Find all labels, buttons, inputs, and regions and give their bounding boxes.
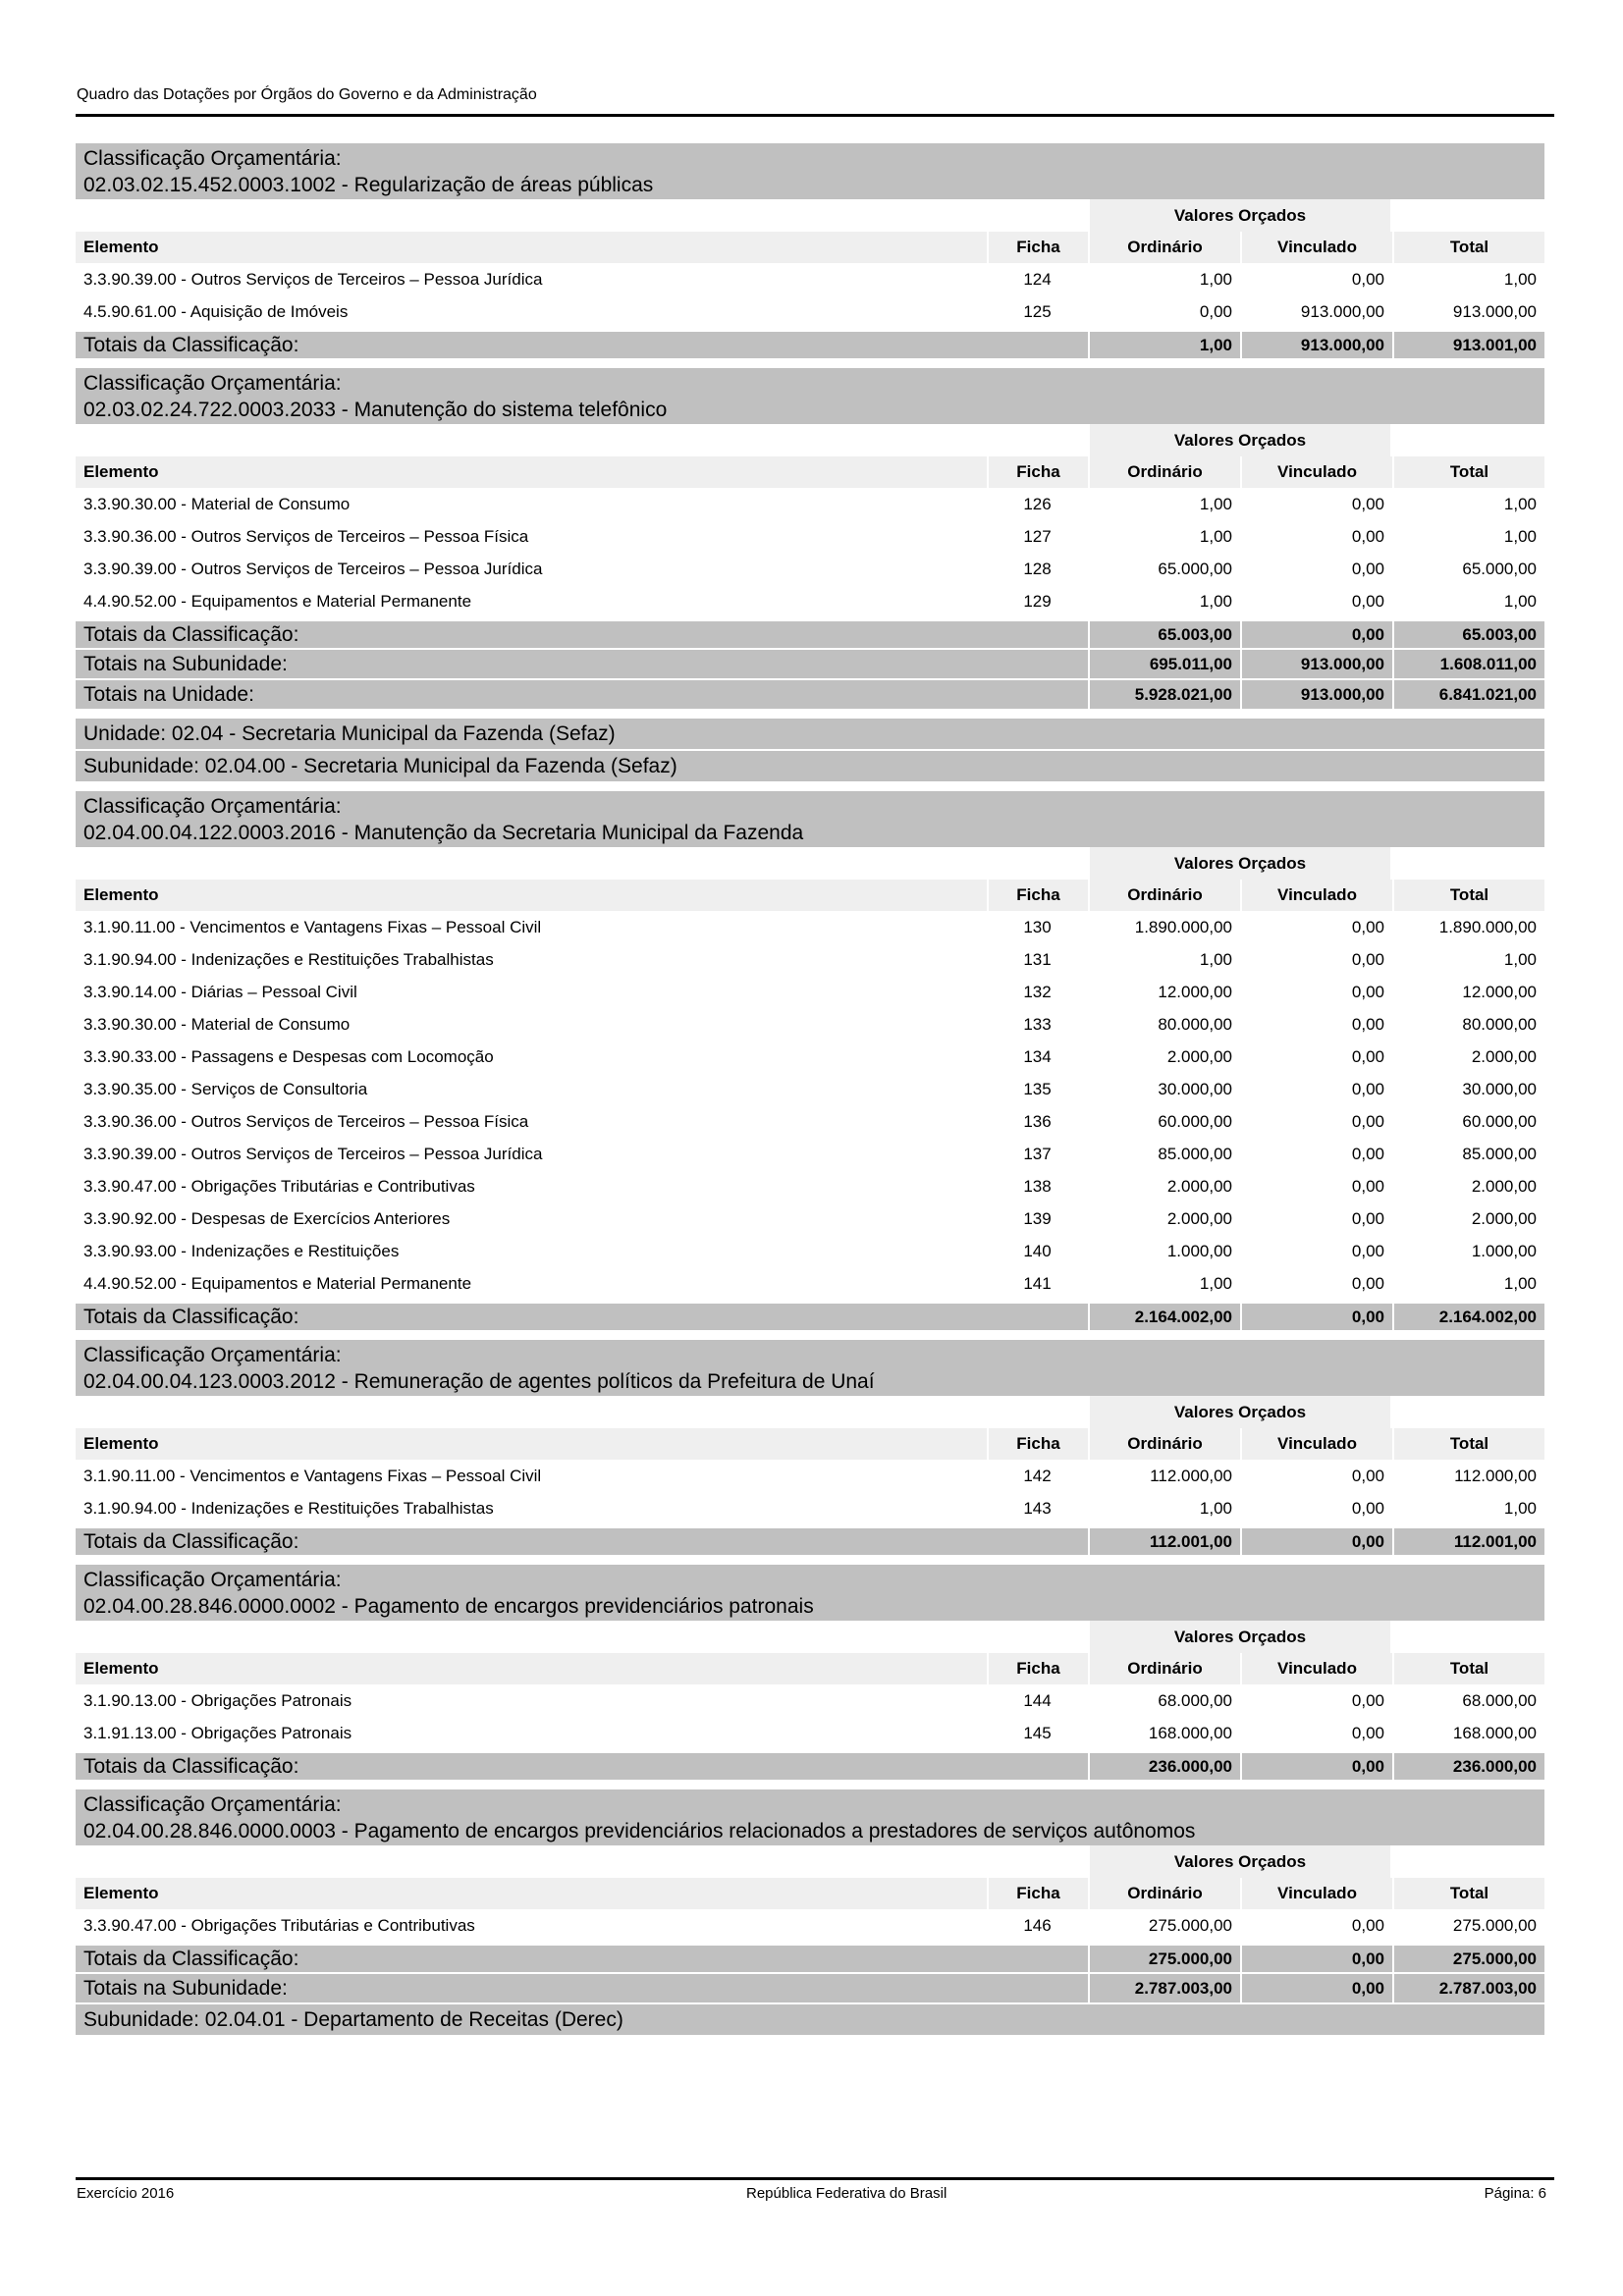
table-row: 3.3.90.93.00 - Indenizações e Restituições 140 1.000,00 0,00 1.000,00 bbox=[83, 1241, 1537, 1260]
col-ordinario: Ordinário bbox=[1088, 1428, 1240, 1460]
table-row: 3.3.90.30.00 - Material de Consumo 126 1,00 0,00 1,00 bbox=[83, 494, 1537, 513]
valores-orcados-header: Valores Orçados bbox=[1088, 199, 1392, 232]
classification-header bbox=[76, 791, 1544, 847]
valores-orcados-header: Valores Orçados bbox=[1088, 1845, 1392, 1878]
classification-block bbox=[76, 1565, 1544, 1780]
col-ficha: Ficha bbox=[987, 880, 1088, 911]
table-row: 3.3.90.39.00 - Outros Serviços de Terceiros – Pessoa Jurídica 137 85.000,00 0,00 85.000,00 bbox=[83, 1144, 1537, 1163]
classification-header bbox=[76, 1789, 1544, 1845]
col-vinculado: Vinculado bbox=[1240, 232, 1392, 263]
table-row: 3.3.90.36.00 - Outros Serviços de Terceiros – Pessoa Física 136 60.000,00 0,00 60.000,00 bbox=[83, 1111, 1537, 1131]
table-row: 3.3.90.47.00 - Obrigações Tributárias e Contributivas 146 275.000,00 0,00 275.000,00 bbox=[83, 1915, 1537, 1935]
table-row: 3.3.90.36.00 - Outros Serviços de Terceiros – Pessoa Física 127 1,00 0,00 1,00 bbox=[83, 526, 1537, 546]
classification-code: 02.04.00.04.123.0003.2012 - Remuneração de agentes políticos da Prefeitura de Unaí bbox=[83, 1370, 875, 1393]
unit-header: Unidade: 02.04 - Secretaria Municipal da Fazenda (Sefaz) bbox=[76, 719, 1544, 749]
totals-subunit-row: Totais na Subunidade: 2.787.003,00 0,00 2.787.003,00 bbox=[76, 1972, 1544, 2002]
classification-block bbox=[76, 791, 1544, 1330]
table-row: 3.1.91.13.00 - Obrigações Patronais 145 168.000,00 0,00 168.000,00 bbox=[83, 1723, 1537, 1742]
table-row: 3.3.90.33.00 - Passagens e Despesas com Locomoção 134 2.000,00 0,00 2.000,00 bbox=[83, 1046, 1537, 1066]
col-ficha: Ficha bbox=[987, 1878, 1088, 1909]
classification-block bbox=[76, 368, 1544, 709]
col-ordinario: Ordinário bbox=[1088, 1878, 1240, 1909]
footer-country: República Federativa do Brasil bbox=[746, 2185, 947, 2202]
table-row: 3.3.90.92.00 - Despesas de Exercícios Anteriores 139 2.000,00 0,00 2.000,00 bbox=[83, 1208, 1537, 1228]
footer-exercise: Exercício 2016 bbox=[77, 2185, 175, 2202]
table-row: 3.3.90.35.00 - Serviços de Consultoria 135 30.000,00 0,00 30.000,00 bbox=[83, 1079, 1537, 1098]
col-ficha: Ficha bbox=[987, 456, 1088, 488]
col-elemento: Elemento bbox=[76, 880, 987, 911]
totals-unit-row: Totais na Unidade: 5.928.021,00 913.000,00 6.841.021,00 bbox=[76, 678, 1544, 709]
table-row: 3.1.90.11.00 - Vencimentos e Vantagens Fixas – Pessoal Civil 142 112.000,00 0,00 112.000,00 bbox=[83, 1466, 1537, 1485]
classification-block bbox=[76, 1789, 1544, 2035]
table-row: 3.3.90.14.00 - Diárias – Pessoal Civil 132 12.000,00 0,00 12.000,00 bbox=[83, 982, 1537, 1001]
classification-header bbox=[76, 368, 1544, 424]
totals-subunit-row: Totais na Subunidade: 695.011,00 913.000,00 1.608.011,00 bbox=[76, 648, 1544, 678]
classification-block bbox=[76, 143, 1544, 358]
valores-orcados-header: Valores Orçados bbox=[1088, 847, 1392, 880]
totals-classification-row: Totais da Classificação: 2.164.002,00 0,00 2.164.002,00 bbox=[76, 1300, 1544, 1330]
col-ficha: Ficha bbox=[987, 1653, 1088, 1684]
classification-code: 02.04.00.28.846.0000.0002 - Pagamento de encargos previdenciários patronais bbox=[83, 1595, 814, 1618]
table-row: 3.1.90.94.00 - Indenizações e Restituições Trabalhistas 131 1,00 0,00 1,00 bbox=[83, 949, 1537, 969]
budget-table bbox=[76, 1845, 1544, 2002]
footer-page-number: Página: 6 bbox=[1484, 2185, 1546, 2202]
col-ordinario: Ordinário bbox=[1088, 456, 1240, 488]
col-vinculado: Vinculado bbox=[1240, 1878, 1392, 1909]
col-ficha: Ficha bbox=[987, 232, 1088, 263]
header-rule bbox=[76, 114, 1554, 117]
col-elemento: Elemento bbox=[76, 1428, 987, 1460]
classification-label: Classificação Orçamentária: bbox=[83, 1569, 342, 1591]
classification-label: Classificação Orçamentária: bbox=[83, 1793, 342, 1816]
col-elemento: Elemento bbox=[76, 456, 987, 488]
classification-block bbox=[76, 1340, 1544, 1555]
table-row: 4.4.90.52.00 - Equipamentos e Material Permanente 129 1,00 0,00 1,00 bbox=[83, 591, 1537, 611]
subunit-header: Subunidade: 02.04.00 - Secretaria Municipal da Fazenda (Sefaz) bbox=[76, 751, 1544, 781]
table-row: 4.5.90.61.00 - Aquisição de Imóveis 125 0,00 913.000,00 913.000,00 bbox=[83, 301, 1537, 321]
col-total: Total bbox=[1392, 1653, 1544, 1684]
classification-code: 02.04.00.28.846.0000.0003 - Pagamento de encargos previdenciários relacionados a prestadores de serviços autônomos bbox=[83, 1820, 1196, 1842]
col-total: Total bbox=[1392, 456, 1544, 488]
col-ordinario: Ordinário bbox=[1088, 1653, 1240, 1684]
classification-label: Classificação Orçamentária: bbox=[83, 1344, 342, 1366]
classification-label: Classificação Orçamentária: bbox=[83, 795, 342, 818]
valores-orcados-header: Valores Orçados bbox=[1088, 424, 1392, 456]
budget-table bbox=[76, 199, 1544, 358]
col-vinculado: Vinculado bbox=[1240, 1428, 1392, 1460]
col-ordinario: Ordinário bbox=[1088, 232, 1240, 263]
col-vinculado: Vinculado bbox=[1240, 456, 1392, 488]
classification-code: 02.03.02.24.722.0003.2033 - Manutenção do sistema telefônico bbox=[83, 399, 668, 421]
footer-rule bbox=[76, 2177, 1554, 2180]
col-elemento: Elemento bbox=[76, 1878, 987, 1909]
col-total: Total bbox=[1392, 880, 1544, 911]
classification-label: Classificação Orçamentária: bbox=[83, 372, 342, 395]
col-total: Total bbox=[1392, 1428, 1544, 1460]
classification-header bbox=[76, 143, 1544, 199]
classification-header bbox=[76, 1340, 1544, 1396]
table-row: 3.3.90.30.00 - Material de Consumo 133 80.000,00 0,00 80.000,00 bbox=[83, 1014, 1537, 1034]
col-elemento: Elemento bbox=[76, 1653, 987, 1684]
totals-classification-row: Totais da Classificação: 1,00 913.000,00 913.001,00 bbox=[76, 328, 1544, 358]
report-title: Quadro das Dotações por Órgãos do Governo e da Administração bbox=[77, 86, 537, 103]
subunit-header: Subunidade: 02.04.01 - Departamento de Receitas (Derec) bbox=[76, 2004, 1544, 2035]
col-vinculado: Vinculado bbox=[1240, 880, 1392, 911]
table-row: 4.4.90.52.00 - Equipamentos e Material Permanente 141 1,00 0,00 1,00 bbox=[83, 1273, 1537, 1293]
table-row: 3.1.90.94.00 - Indenizações e Restituições Trabalhistas 143 1,00 0,00 1,00 bbox=[83, 1498, 1537, 1518]
table-row: 3.1.90.11.00 - Vencimentos e Vantagens Fixas – Pessoal Civil 130 1.890.000,00 0,00 1.890.000,00 bbox=[83, 917, 1537, 936]
totals-classification-row: Totais da Classificação: 65.003,00 0,00 65.003,00 bbox=[76, 617, 1544, 648]
col-ficha: Ficha bbox=[987, 1428, 1088, 1460]
totals-classification-row: Totais da Classificação: 112.001,00 0,00 112.001,00 bbox=[76, 1524, 1544, 1555]
classification-label: Classificação Orçamentária: bbox=[83, 147, 342, 170]
valores-orcados-header: Valores Orçados bbox=[1088, 1396, 1392, 1428]
budget-table bbox=[76, 847, 1544, 1330]
table-row: 3.3.90.47.00 - Obrigações Tributárias e Contributivas 138 2.000,00 0,00 2.000,00 bbox=[83, 1176, 1537, 1196]
totals-classification-row: Totais da Classificação: 275.000,00 0,00 275.000,00 bbox=[76, 1942, 1544, 1972]
table-row: 3.3.90.39.00 - Outros Serviços de Terceiros – Pessoa Jurídica 124 1,00 0,00 1,00 bbox=[83, 269, 1537, 289]
table-row: 3.3.90.39.00 - Outros Serviços de Terceiros – Pessoa Jurídica 128 65.000,00 0,00 65.000,00 bbox=[83, 559, 1537, 578]
classification-code: 02.03.02.15.452.0003.1002 - Regularização de áreas públicas bbox=[83, 174, 654, 196]
budget-table bbox=[76, 1396, 1544, 1555]
col-elemento: Elemento bbox=[76, 232, 987, 263]
classification-header bbox=[76, 1565, 1544, 1621]
unit-block bbox=[76, 719, 1544, 781]
budget-table bbox=[76, 424, 1544, 709]
valores-orcados-header: Valores Orçados bbox=[1088, 1621, 1392, 1653]
col-total: Total bbox=[1392, 1878, 1544, 1909]
col-total: Total bbox=[1392, 232, 1544, 263]
totals-classification-row: Totais da Classificação: 236.000,00 0,00 236.000,00 bbox=[76, 1749, 1544, 1780]
col-vinculado: Vinculado bbox=[1240, 1653, 1392, 1684]
report-body bbox=[76, 143, 1544, 2037]
table-row: 3.1.90.13.00 - Obrigações Patronais 144 68.000,00 0,00 68.000,00 bbox=[83, 1690, 1537, 1710]
budget-table bbox=[76, 1621, 1544, 1780]
col-ordinario: Ordinário bbox=[1088, 880, 1240, 911]
classification-code: 02.04.00.04.122.0003.2016 - Manutenção da Secretaria Municipal da Fazenda bbox=[83, 822, 804, 844]
